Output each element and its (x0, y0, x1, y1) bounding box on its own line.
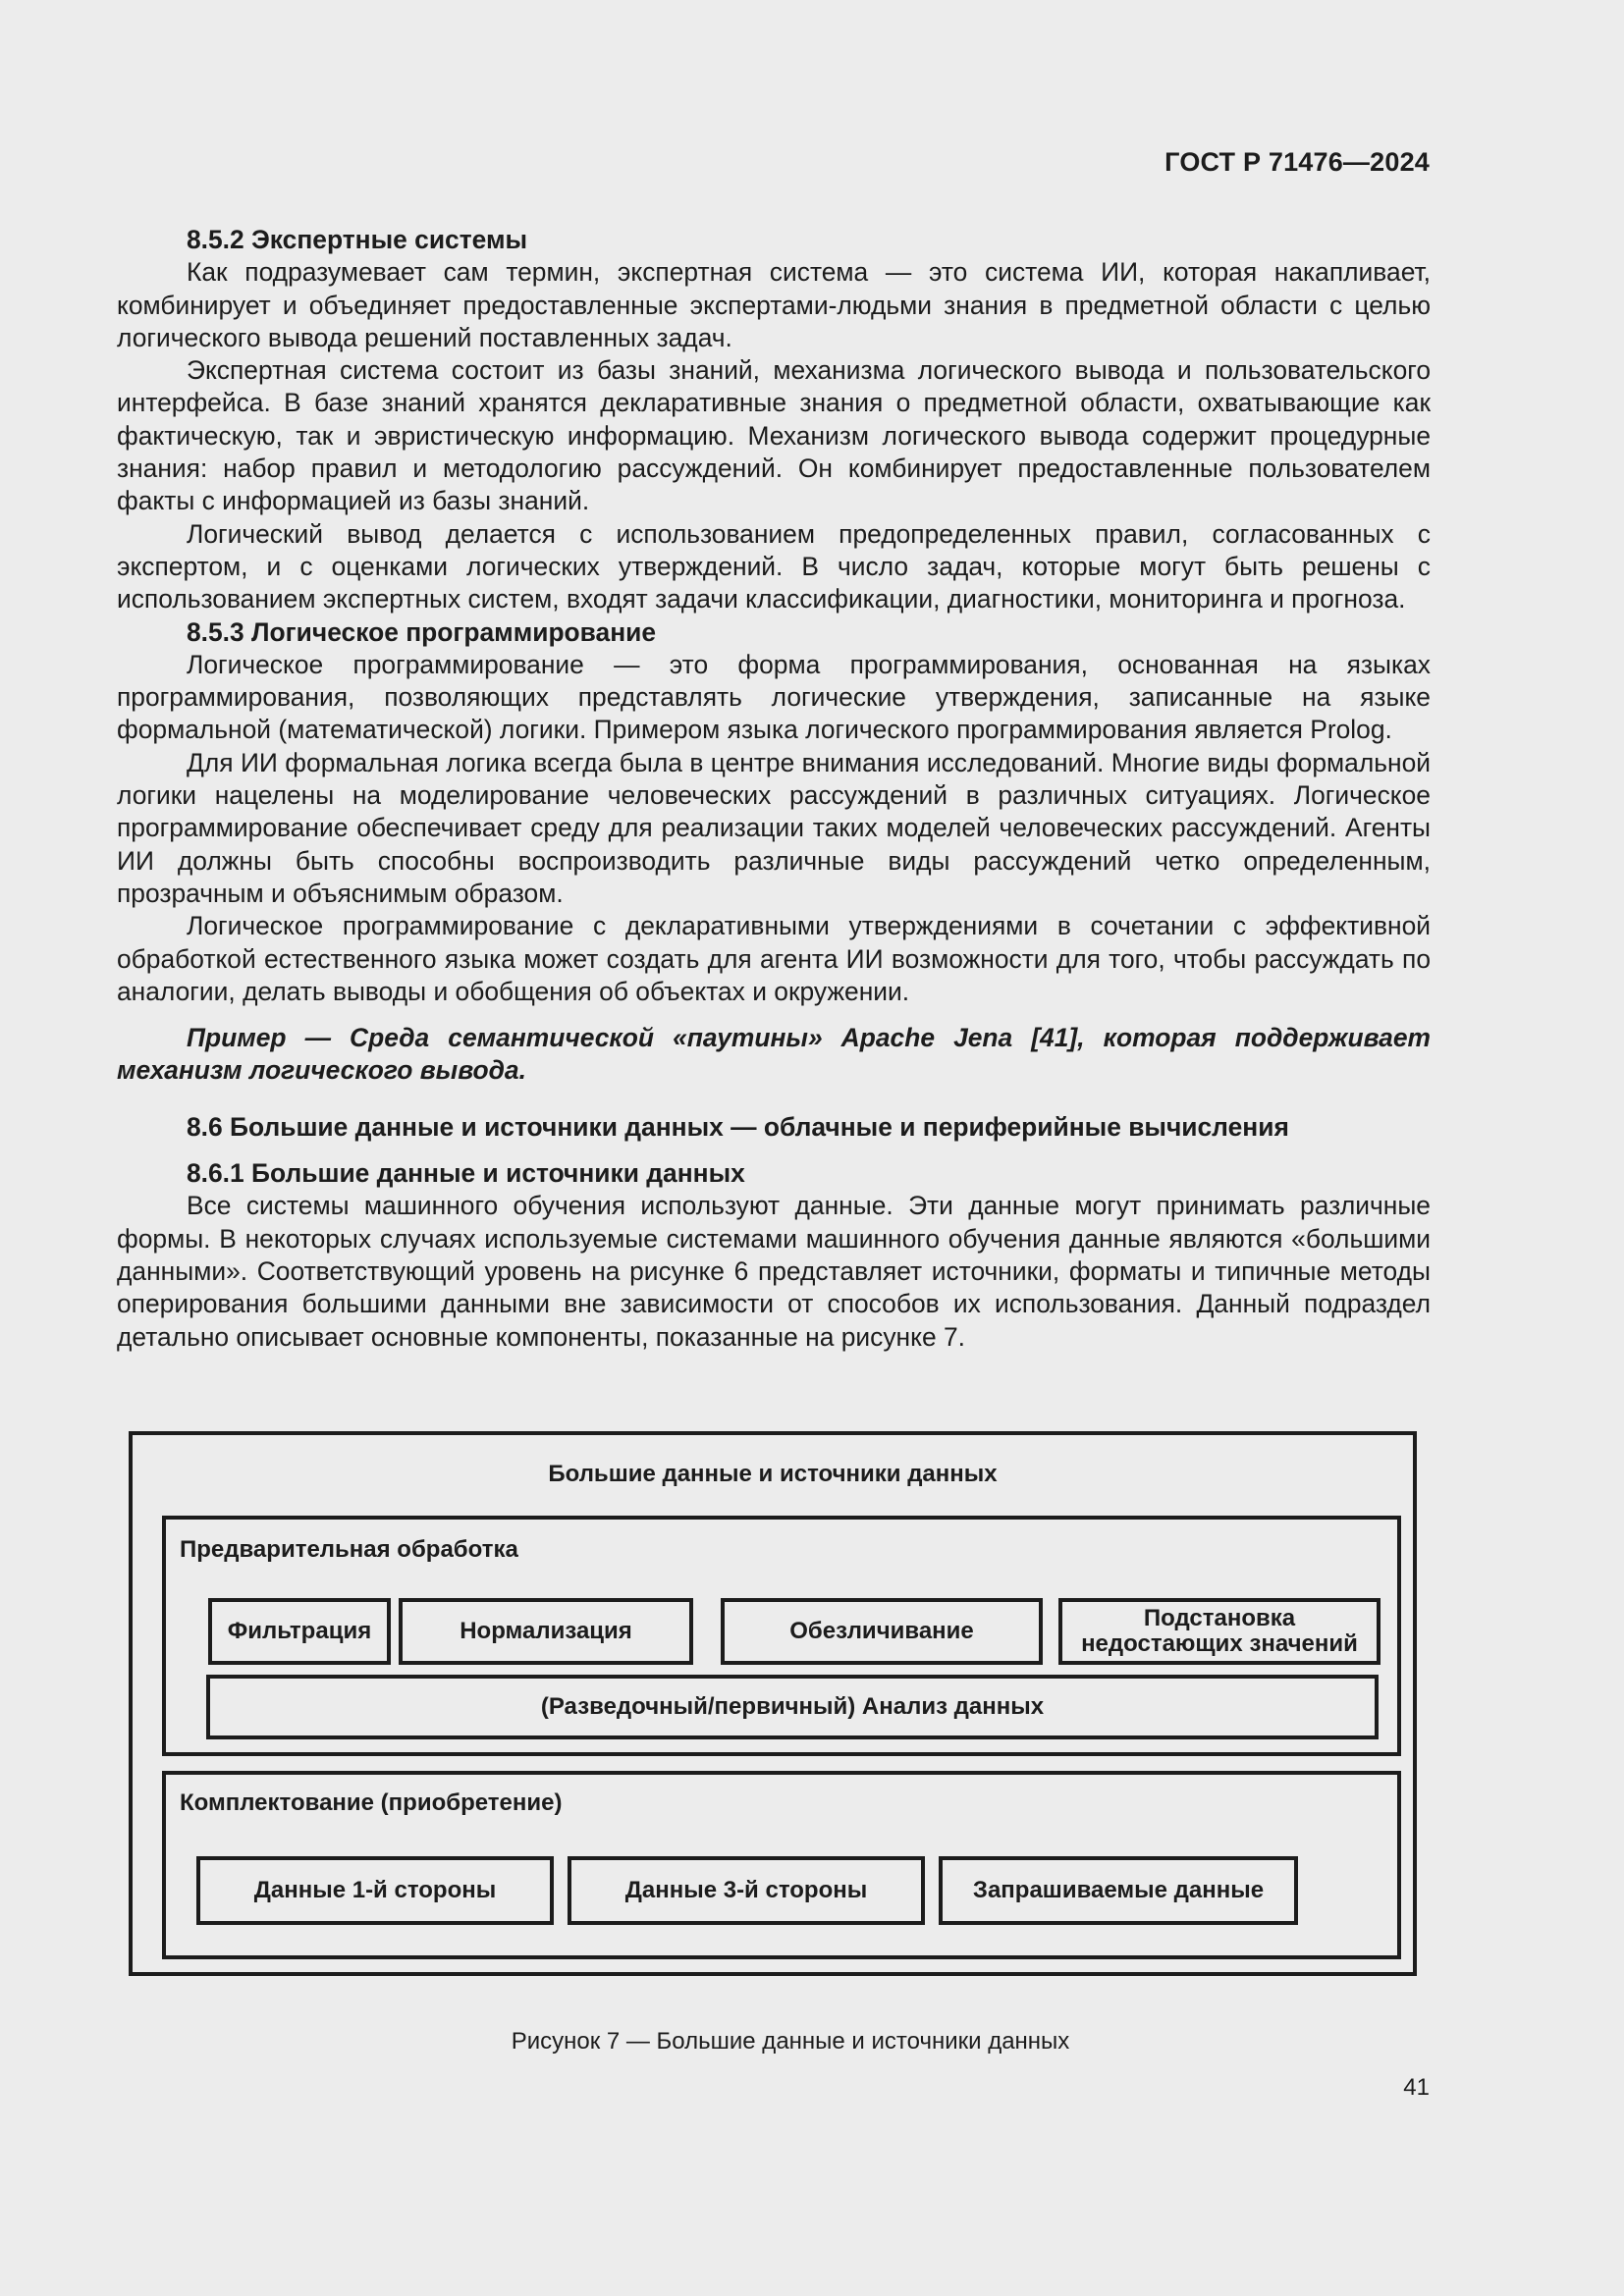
document-id: ГОСТ Р 71476—2024 (1164, 147, 1430, 177)
paragraph: Логическое программирование — это форма программирования, основанная на языках программирования, позволяющих представлять логические утверждения, записанные на языке формальной (математической) логики. Примером языка логического программирования является Prolog. (117, 649, 1431, 745)
data-analysis-box: (Разведочный/первичный) Анализ данных (206, 1675, 1379, 1739)
filtering-box: Фильтрация (208, 1598, 391, 1665)
example-note: Пример — Среда семантической «паутины» Apache Jena [41], которая поддерживает механизм логического вывода. (117, 1023, 1431, 1086)
body-text (117, 224, 1431, 1354)
anonymization-box: Обезличивание (721, 1598, 1043, 1665)
first-party-data-box: Данные 1-й стороны (196, 1856, 554, 1925)
heading-8-5-3: 8.5.3 Логическое программирование (187, 616, 657, 647)
normalization-box: Нормализация (399, 1598, 693, 1665)
heading-8-6: 8.6 Большие данные и источники данных — облачные и периферийные вычисления (187, 1111, 1289, 1142)
paragraph: Логическое программирование с декларативными утверждениями в сочетании с эффективной обработкой естественного языка может создать для агента ИИ возможности для того, чтобы рассуждать по аналогии, делать выводы и обобщения об объектах и окружении. (117, 911, 1431, 1006)
figure-caption: Рисунок 7 — Большие данные и источники данных (511, 2028, 1070, 2055)
preprocessing-label: Предварительная обработка (180, 1536, 518, 1563)
heading-8-6-1: 8.6.1 Большие данные и источники данных (187, 1158, 745, 1189)
third-party-data-box: Данные 3-й стороны (568, 1856, 925, 1925)
heading-8-5-2: 8.5.2 Экспертные системы (187, 225, 528, 254)
paragraph: Для ИИ формальная логика всегда была в центре внимания исследований. Многие виды формальной логики нацелены на моделирование человеческих рассуждений в различных ситуациях. Логическое программирование обеспечивает среду для реализации таких моделей человеческих рассуждений. Агенты ИИ должны быть способны воспроизводить различные виды рассуждений четко определенным, прозрачным и объяснимым образом. (117, 747, 1431, 908)
paragraph: Как подразумевает сам термин, экспертная система — это система ИИ, которая накапливает, комбинирует и объединяет предоставленные экспертами-людьми знания в предметной области с целью логического вывода решений поставленных задач. (117, 257, 1431, 352)
paragraph: Экспертная система состоит из базы знаний, механизма логического вывода и пользовательского интерфейса. В базе знаний хранятся декларативные знания о предметной области, охватывающие как фактическую, так и эвристическую информацию. Механизм логического вывода содержит процедурные знания: набор правил и методологию рассуждений. Он комбинирует предоставленные пользователем факты с информацией из базы знаний. (117, 355, 1431, 516)
requested-data-box: Запрашиваемые данные (939, 1856, 1298, 1925)
figure-title: Большие данные и источники данных (548, 1461, 998, 1487)
paragraph: Логический вывод делается с использованием предопределенных правил, согласованных с экспертом, и с оценками логических утверждений. В число задач, которые могут быть решены с использованием экспертных систем, входят задачи классификации, диагностики, мониторинга и прогноза. (117, 518, 1431, 614)
acquisition-label: Комплектование (приобретение) (180, 1789, 563, 1816)
missing-values-imputation-box: Подстановка недостающих значений (1058, 1598, 1380, 1665)
paragraph: Все системы машинного обучения используют данные. Эти данные могут принимать различные формы. В некоторых случаях используемые системами машинного обучения данные являются «большими данными». Соответствующий уровень на рисунке 6 представляет источники, форматы и типичные методы оперирования большими данными вне зависимости от способов их использования. Данный подраздел детально описывает основные компоненты, показанные на рисунке 7. (117, 1191, 1431, 1352)
page-number: 41 (1403, 2074, 1430, 2101)
